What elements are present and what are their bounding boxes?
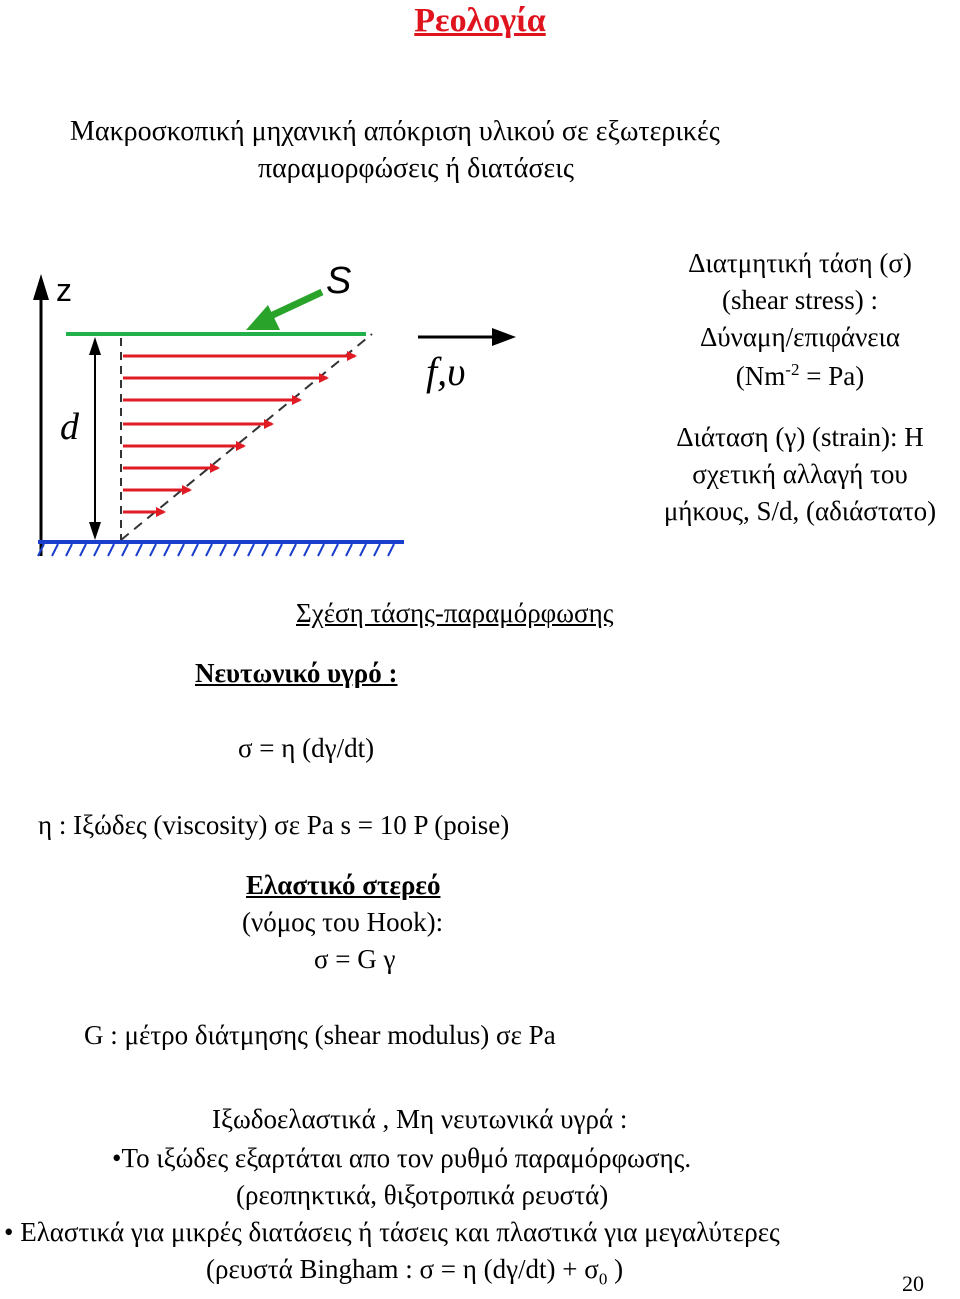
viscoelastic-heading: Ιξωδοελαστικά , Μη νευτωνικά υγρά : xyxy=(212,1104,628,1134)
shear-stress-line-1: Διατμητική τάση (σ) xyxy=(688,248,912,278)
label-z: z xyxy=(56,272,72,308)
newtonian-equation: σ = η (dγ/dt) xyxy=(238,733,375,763)
shear-stress-line-3: Δύναμη/επιφάνεια xyxy=(699,322,901,352)
relation-heading: Σχέση τάσης-παραμόρφωσης xyxy=(296,598,614,628)
label-f-upsilon: f,υ xyxy=(426,349,466,394)
shear-modulus-definition: G : μέτρο διάτμησης (shear modulus) σε Pa xyxy=(84,1020,556,1050)
elastic-equation: σ = G γ xyxy=(314,944,396,974)
viscoelastic-bullet-1: •Το ιξώδες εξαρτάται απο τον ρυθμό παραμόρφωσης. xyxy=(112,1143,692,1173)
elastic-heading: Ελαστικό στερεό xyxy=(246,870,441,900)
intro-line-2: παραμορφώσεις ή διατάσεις xyxy=(258,153,574,184)
intro-line-1: Μακροσκοπική μηχανική απόκριση υλικού σε εξωτερικές xyxy=(70,116,720,147)
viscosity-definition: η : Ιξώδες (viscosity) σε Pa s = 10 P (poise) xyxy=(38,810,510,840)
z-axis xyxy=(33,274,49,556)
shear-stress-line-2: (shear stress) : xyxy=(722,285,878,315)
force-arrow xyxy=(418,328,516,346)
viscoelastic-bullet-2: • Ελαστικά για μικρές διατάσεις ή τάσεις και πλαστικά για μεγαλύτερες xyxy=(4,1217,780,1247)
newtonian-heading: Νευτωνικό υγρό : xyxy=(195,658,398,688)
strain-line-2: σχετική αλλαγή του xyxy=(692,459,908,489)
d-dimension-arrow xyxy=(89,337,101,540)
hook-law-label: (νόμος του Hook): xyxy=(242,907,444,937)
bottom-wall xyxy=(38,542,404,556)
page-title: Ρεολογία xyxy=(414,2,546,39)
page-number: 20 xyxy=(902,1271,924,1296)
label-d: d xyxy=(60,406,79,448)
strain-line-1: Διάταση (γ) (strain): Η xyxy=(676,422,924,452)
velocity-arrows xyxy=(123,356,355,512)
shear-stress-units: $(Nm^{-2} = Pa)$ xyxy=(735,360,865,391)
viscoelastic-examples: (ρεοπηκτικά, θιξοτροπικά ρευστά) xyxy=(236,1180,609,1210)
shear-arrow-s xyxy=(246,292,322,330)
bingham-equation: (ρευστά Bingham : σ = η $(d\gamma/dt) + \sigma_0$ ) xyxy=(206,1254,624,1289)
dashed-velocity-profile xyxy=(121,334,372,540)
label-s: S xyxy=(326,260,352,302)
strain-line-3: μήκους, S/d, (αδιάστατο) xyxy=(663,496,937,526)
